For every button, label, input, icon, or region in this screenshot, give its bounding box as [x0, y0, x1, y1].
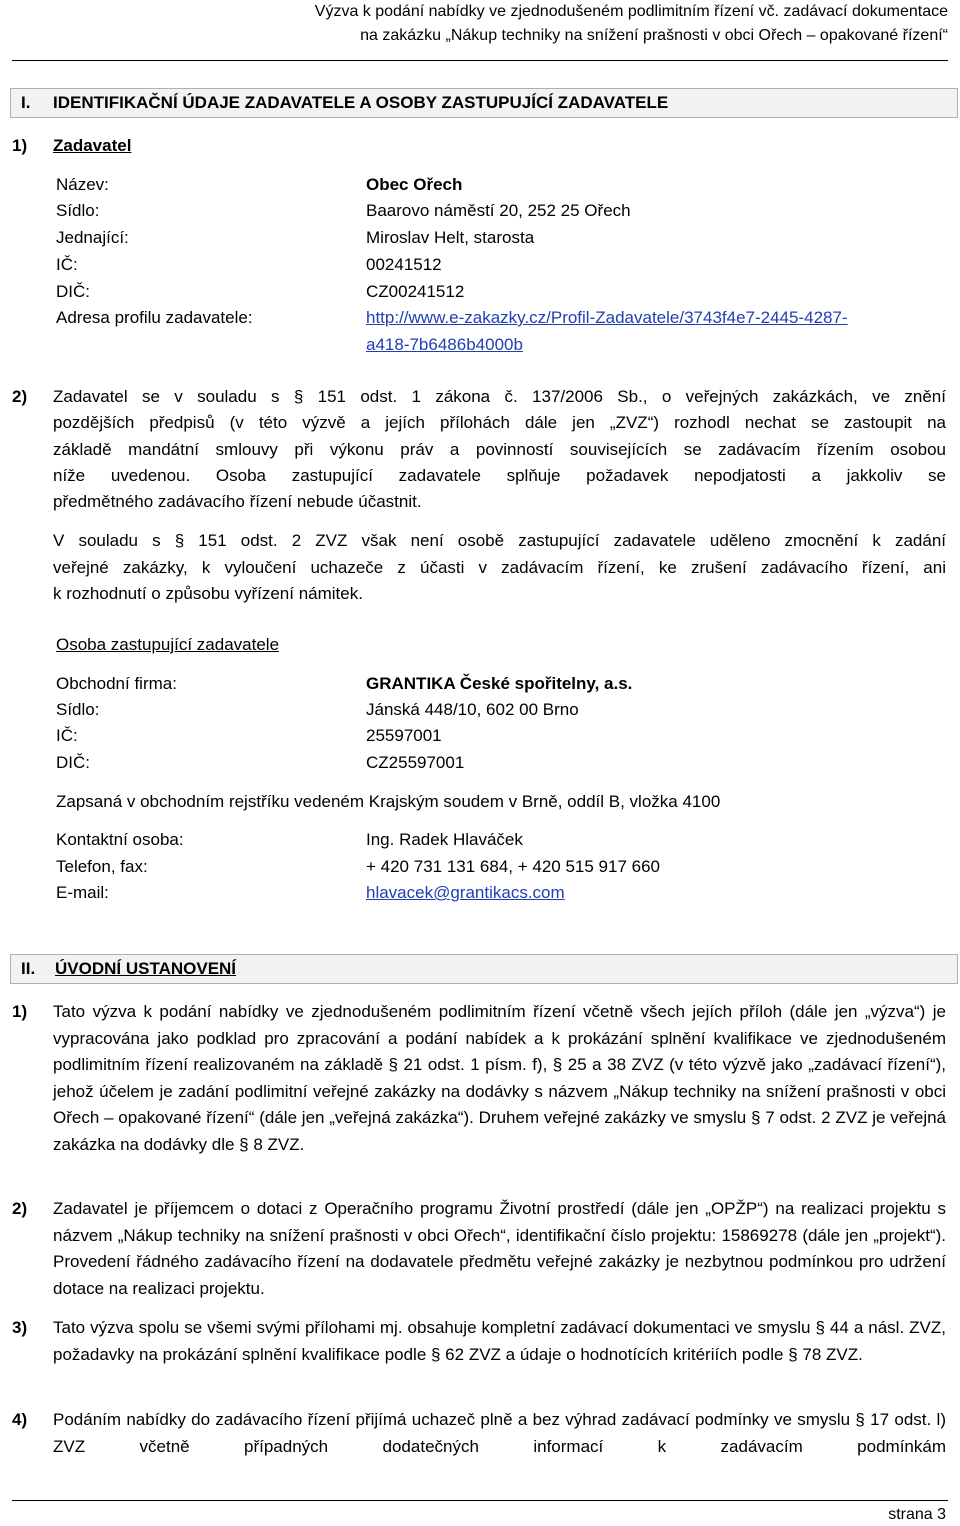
contracting-name-label: Název: — [56, 175, 109, 194]
paragraph-line: základě mandátní smlouvy při výkonu práv a povinností souvisejících se zadávacím řízením osobou — [53, 440, 946, 459]
contracting-profile-label: Adresa profilu zadavatele: — [56, 308, 253, 327]
agent-ic-label: IČ: — [56, 726, 78, 745]
agent-seat-label: Sídlo: — [56, 700, 100, 719]
section-2-title: ÚVODNÍ USTANOVENÍ — [55, 959, 237, 978]
agent-contact-label: Kontaktní osoba: — [56, 830, 184, 849]
contracting-name-value: Obec Ořech — [366, 175, 463, 194]
intro-item-number: 4) — [12, 1410, 28, 1429]
subsection-1-title: Zadavatel — [53, 136, 132, 155]
header-line-1: Výzva k podání nabídky ve zjednodušeném podlimitním řízení vč. zadávací dokumentace — [314, 3, 948, 20]
agent-seat-value: Jánská 448/10, 602 00 Brno — [366, 700, 579, 719]
contracting-rep-value: Miroslav Helt, starosta — [366, 228, 535, 247]
intro-item-text: Tato výzva k podání nabídky ve zjednodušeném podlimitním řízení včetně všech jejích příloh (dále jen „výzva“) je vypracována jako podklad pro zpracování a podání nabídek a k prokázání splnění kvalifikace ve zjednodušeném podlimitním řízení realizovaném na základě § 21 odst. 1 písm. f), § 25 a 38 ZVZ (v této výzvě jako „zadávací řízení“), jehož účelem je zadání podlimitní veřejné zakázky na dodávky s názvem „Nákup techniky na snížení prašnosti v obci Ořech – opakované řízení“ (dále jen „veřejná zakázka“). Druhem veřejné zakázky ve smyslu § 7 odst. 2 ZVZ je veřejná zakázka na dodávky dle § 8 ZVZ. — [53, 1002, 946, 1154]
intro-item-number: 3) — [12, 1318, 28, 1337]
section-2-heading — [10, 954, 958, 984]
paragraph-line: Zadavatel se v souladu s § 151 odst. 1 zákona č. 137/2006 Sb., o veřejných zakázkách, ve znění — [53, 387, 946, 406]
contracting-seat-label: Sídlo: — [56, 201, 100, 220]
paragraph-line: V souladu s § 151 odst. 2 ZVZ však není osobě zastupující zadavatele uděleno zmocnění k zadání — [53, 531, 946, 550]
agent-firm-label: Obchodní firma: — [56, 674, 177, 693]
representative-heading: Osoba zastupující zadavatele — [56, 635, 280, 654]
subsection-1-number: 1) — [12, 136, 28, 155]
paragraph-line: níže uvedenou. Osoba zastupující zadavatele splňuje požadavek nepodjatosti a jakkoliv se — [53, 466, 946, 485]
contracting-rep-label: Jednající: — [56, 228, 129, 247]
agent-phone-value: + 420 731 131 684, + 420 515 917 660 — [366, 857, 660, 876]
page-header — [315, 0, 948, 48]
footer-divider — [12, 1500, 948, 1501]
header-divider — [12, 60, 948, 61]
paragraph-line: veřejné zakázky, k vyloučení uchazeče z účasti v zadávacím řízení, ke zrušení zadávacího řízení, ani — [53, 558, 946, 577]
agent-email-label: E-mail: — [56, 883, 109, 902]
intro-item-text: Podáním nabídky do zadávacího řízení přijímá uchazeč plně a bez výhrad zadávací podmínky ve smyslu § 17 odst. l) ZVZ včetně případných dodatečných informací k zadávacím podmínkám — [53, 1410, 946, 1456]
agent-register: Zapsaná v obchodním rejstříku vedeném Krajským soudem v Brně, oddíl B, vložka 4100 — [56, 792, 721, 811]
section-1-number: I. — [21, 93, 31, 112]
intro-item-text: Tato výzva spolu se všemi svými přílohami mj. obsahuje kompletní zadávací dokumentaci ve smyslu § 44 a násl. ZVZ, požadavky na prokázání splnění kvalifikace podle § 62 ZVZ a údaje o hodnotících kritériích podle § 78 ZVZ. — [53, 1318, 946, 1364]
contracting-seat-value: Baarovo náměstí 20, 252 25 Ořech — [366, 201, 631, 220]
agent-dic-value: CZ25597001 — [366, 753, 465, 772]
contracting-ic-label: IČ: — [56, 255, 78, 274]
intro-item-number: 1) — [12, 1002, 28, 1021]
contracting-dic-label: DIČ: — [56, 282, 90, 301]
paragraph-line: předmětného zadávacího řízení nebude účastnit. — [53, 492, 422, 511]
page-number: strana 3 — [888, 1506, 946, 1523]
paragraph-line: pozdějších předpisů (v této výzvě a jejích přílohách dále jen „ZVZ“) rozhodl nechat se zastoupit na — [53, 413, 946, 432]
paragraph-line: k rozhodnutí o způsobu vyřízení námitek. — [53, 584, 363, 603]
intro-item-text: Zadavatel je příjemcem o dotaci z Operačního programu Životní prostředí (dále jen „OPŽP“) na realizaci projektu s názvem „Nákup techniky na snížení prašnosti v obci Ořech“, identifikační číslo projektu: 15869278 (dále jen „projekt“). Provedení řádného zadávacího řízení na dodavatele předmětu veřejné zakázky je nezbytnou podmínkou pro udržení dotace na realizaci projektu. — [53, 1199, 946, 1298]
contracting-profile-link[interactable]: http://www.e-zakazky.cz/Profil-Zadavatele/3743f4e7-2445-4287- — [366, 308, 848, 327]
agent-firm-value: GRANTIKA České spořitelny, a.s. — [366, 674, 633, 693]
section-1-heading — [10, 88, 958, 118]
contracting-profile-link-cont[interactable]: a418-7b6486b4000b — [366, 335, 523, 354]
agent-phone-label: Telefon, fax: — [56, 857, 148, 876]
header-line-2: na zakázku „Nákup techniky na snížení prašnosti v obci Ořech – opakované řízení“ — [360, 27, 948, 44]
agent-email-link[interactable]: hlavacek@grantikacs.com — [366, 883, 565, 902]
agent-dic-label: DIČ: — [56, 753, 90, 772]
agent-contact-value: Ing. Radek Hlaváček — [366, 830, 523, 849]
contracting-dic-value: CZ00241512 — [366, 282, 465, 301]
contracting-ic-value: 00241512 — [366, 255, 442, 274]
intro-item-number: 2) — [12, 1199, 28, 1218]
subsection-2-number: 2) — [12, 387, 28, 406]
section-2-number: II. — [21, 959, 36, 978]
agent-ic-value: 25597001 — [366, 726, 442, 745]
section-1-title: IDENTIFIKAČNÍ ÚDAJE ZADAVATELE A OSOBY ZASTUPUJÍCÍ ZADAVATELE — [53, 93, 669, 112]
